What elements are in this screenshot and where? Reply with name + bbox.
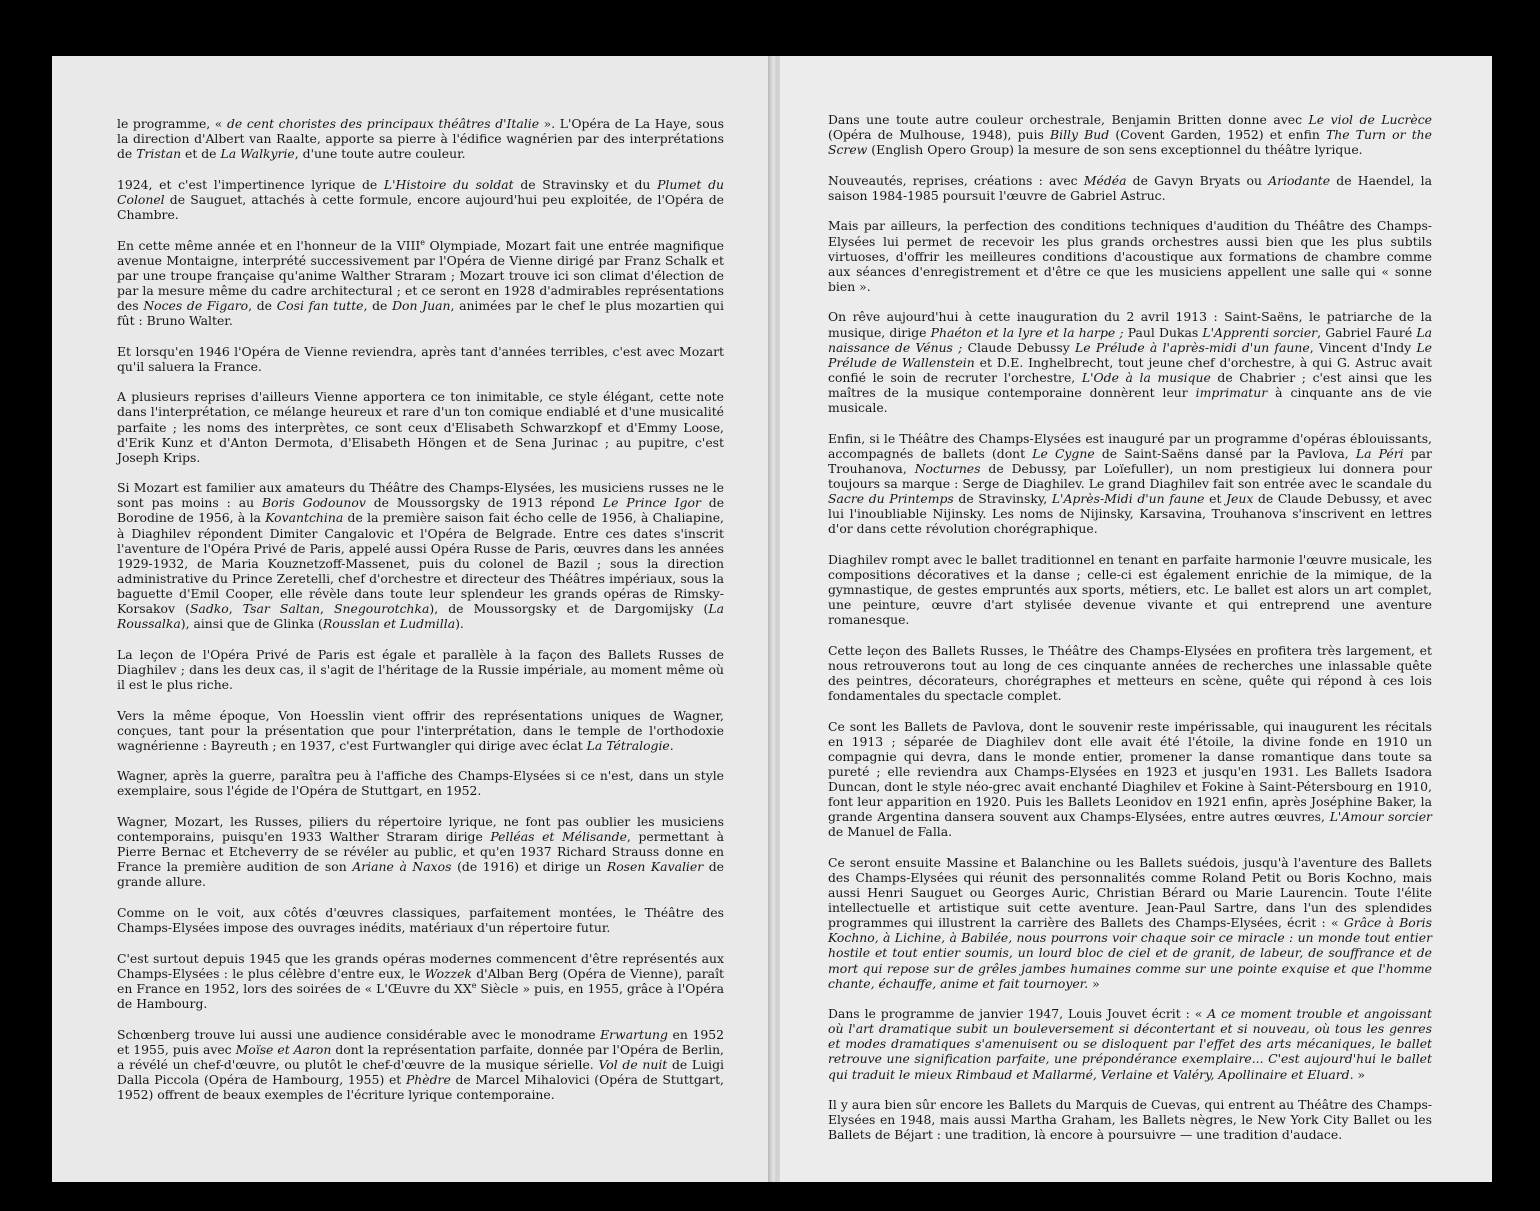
left-page-text	[117, 116, 724, 1117]
paragraph: On rêve aujourd'hui à cette inauguration du 2 avril 1913 : Saint-Saëns, le patriarche de la musique, dirige Phaéton et la lyre et la harpe ; Paul Dukas L'Apprenti sorcier, Gabriel Fauré La naissance de Vénus ; Claude Debussy Le Prélude à l'après-midi d'un faune, Vincent d'Indy Le Prélude de Wallenstein et D.E. Inghelbrecht, tout jeune chef d'orchestre, à qui G. Astruc avait confié le soin de recruter l'orchestre, L'Ode à la musique de Chabrier ; c'est ainsi que les maîtres de la musique contemporaine donnèrent leur imprimatur à cinquante ans de vie musicale.	[828, 309, 1432, 415]
paragraph: Mais par ailleurs, la perfection des conditions techniques d'audition du Théâtre des Champs-Elysées lui permet de recevoir les plus grands orchestres aussi bien que les plus subtils virtuoses, d'offrir les meilleures conditions d'acoustique aux formations de chambre comme aux séances d'enregistrement et d'être ce que les musiciens appellent une salle qui « sonne bien ».	[828, 218, 1432, 294]
paragraph: Si Mozart est familier aux amateurs du Théâtre des Champs-Elysées, les musiciens russes ne le sont pas moins : au Boris Godounov de Moussorgsky de 1913 répond Le Prince Igor de Borodine de 1956, à la Kovantchina de la première saison fait écho celle de 1956, à Chaliapine, à Diaghilev répondent Dimiter Cangalovic et l'Opéra de Belgrade. Entre ces dates s'inscrit l'aventure de l'Opéra Privé de Paris, appelé aussi Opéra Russe de Paris, œuvres dans les années 1929-1932, de Maria Kouznetzoff-Massenet, puis du colonel de Bazil ; sous la direction administrative du Prince Zeretelli, chef d'orchestre et directeur des Théâtres impériaux, sous la baguette d'Emil Cooper, elle révèle dans toute leur splendeur les grands opéras de Rimsky-Korsakov (Sadko, Tsar Saltan, Snegourotchka), de Moussorgsky et de Dargomijsky (La Roussalka), ainsi que de Glinka (Rousslan et Ludmilla).	[117, 480, 725, 632]
paragraph: A plusieurs reprises d'ailleurs Vienne apportera ce ton inimitable, ce style élégant, cette note dans l'interprétation, ce mélange heureux et rare d'un ton comique endiablé et d'une musicalité parfaite ; les noms des interprètes, ce sont ceux d'Elisabeth Schwarzkopf et d'Emmy Loose, d'Erik Kunz et d'Anton Dermota, d'Elisabeth Höngen et de Sena Jurinac ; au pupitre, c'est Joseph Krips.	[117, 389, 724, 465]
paragraph: Cette leçon des Ballets Russes, le Théâtre des Champs-Elysées en profitera très largement, et nous retrouverons tout au long de ces cinquante années de recherches une inlassable quête des peintres, décorateurs, chorégraphes et metteurs en scène, quête qui répond à ces lois fondamentales du spectacle complet.	[828, 642, 1432, 703]
paragraph: Et lorsqu'en 1946 l'Opéra de Vienne reviendra, après tant d'années terribles, c'est avec Mozart qu'il saluera la France.	[117, 343, 724, 374]
paragraph: Nouveautés, reprises, créations : avec Médéa de Gavyn Bryats ou Ariodante de Haendel, la saison 1984-1985 poursuit l'œuvre de Gabriel Astruc.	[828, 172, 1432, 203]
paragraph: Dans une toute autre couleur orchestrale, Benjamin Britten donne avec Le viol de Lucrèce (Opéra de Mulhouse, 1948), puis Billy Bud (Covent Garden, 1952) et enfin The Turn or the Screw (English Opero Group) la mesure de son sens exceptionnel du théâtre lyrique.	[828, 112, 1432, 158]
paragraph: Schœnberg trouve lui aussi une audience considérable avec le monodrame Erwartung en 1952 et 1955, puis avec Moïse et Aaron dont la représentation parfaite, donnée par l'Opéra de Berlin, a révélé un chef-d'œuvre, ou plutôt le chef-d'œuvre de la musique sérielle. Vol de nuit de Luigi Dalla Piccola (Opéra de Hambourg, 1955) et Phèdre de Marcel Mihalovici (Opéra de Stuttgart, 1952) offrent de beaux exemples de l'écriture lyrique contemporaine.	[117, 1026, 724, 1102]
left-page	[52, 56, 771, 1182]
right-page	[780, 56, 1492, 1182]
paragraph: C'est surtout depuis 1945 que les grands opéras modernes commencent d'être représentés aux Champs-Elysées : le plus célèbre d'entre eux, le Wozzek d'Alban Berg (Opéra de Vienne), paraît en France en 1952, lors des soirées de « L'Œuvre du XXe Siècle » puis, en 1955, grâce à l'Opéra de Hambourg.	[117, 950, 725, 1011]
paragraph: le programme, « de cent choristes des principaux théâtres d'Italie ». L'Opéra de La Haye, sous la direction d'Albert van Raalte, apporte sa pierre à l'édifice wagnérien par des interprétations de Tristan et de La Walkyrie, d'une toute autre couleur.	[117, 116, 724, 162]
paragraph: 1924, et c'est l'impertinence lyrique de L'Histoire du soldat de Stravinsky et du Plumet du Colonel de Sauguet, attachés à cette formule, encore aujourd'hui peu exploitée, de l'Opéra de Chambre.	[117, 176, 724, 222]
paragraph: Wagner, Mozart, les Russes, piliers du répertoire lyrique, ne font pas oublier les musiciens contemporains, puisqu'en 1933 Walther Straram dirige Pelléas et Mélisande, permettant à Pierre Bernac et Etcheverry de se révéler au public, et qu'en 1937 Richard Strauss donne en France la première audition de son Ariane à Naxos (de 1916) et dirige un Rosen Kavalier de grande allure.	[117, 813, 725, 890]
paragraph: Enfin, si le Théâtre des Champs-Elysées est inauguré par un programme d'opéras éblouissants, accompagnés de ballets (dont Le Cygne de Saint-Saëns dansé par la Pavlova, La Péri par Trouhanova, Nocturnes de Debussy, par Loïefuller), un nom prestigieux lui donnera pour toujours sa marque : Serge de Diaghilev. Le grand Diaghilev fait son entrée avec le scandale du Sacre du Printemps de Stravinsky, L'Après-Midi d'un faune et Jeux de Claude Debussy, et avec lui l'inoubliable Nijinsky. Les noms de Nijinsky, Karsavina, Trouhanova s'inscrivent en lettres d'or dans cette révolution chorégraphique.	[828, 430, 1432, 537]
paragraph: Ce seront ensuite Massine et Balanchine ou les Ballets suédois, jusqu'à l'aventure des Ballets des Champs-Elysées qui réunit des personnalités comme Roland Petit ou Boris Kochno, mais aussi Henri Sauguet ou Georges Auric, Christian Bérard ou Marie Laurencin. Toute l'élite intellectuelle et artistique suit cette aventure. Jean-Paul Sartre, dans l'un des splendides programmes qui illustrent la carrière des Ballets des Champs-Elysées, écrit : « Grâce à Boris Kochno, à Lichine, à Babilée, nous pourrons voir chaque soir ce miracle : un monde tout entier hostile et tout entier soumis, un lourd bloc de ciel et de granit, de labeur, de souffrance et de mort qui repose sur de grêles jambes humaines comme sur une pointe exquise et que l'homme chante, échauffe, anime et fait tournoyer. »	[828, 854, 1432, 991]
paragraph: Il y aura bien sûr encore les Ballets du Marquis de Cuevas, qui entrent au Théâtre des Champs-Elysées en 1948, mais aussi Martha Graham, les Ballets nègres, le New York City Ballet ou les Ballets de Béjart : une tradition, là encore à poursuivre — une tradition d'audace.	[828, 1097, 1432, 1143]
paragraph: Ce sont les Ballets de Pavlova, dont le souvenir reste impérissable, qui inaugurent les récitals en 1913 ; séparée de Diaghilev dont elle avait été l'étoile, la divine fonde en 1910 un compagnie qui devra, dans le monde entier, promener la danse romantique dans toute sa pureté ; elle reviendra aux Champs-Elysées en 1923 et jusqu'en 1931. Les Ballets Isadora Duncan, dont le style néo-grec avait enchanté Diaghilev et Fokine à Saint-Pétersbourg en 1910, font leur apparition en 1920. Puis les Ballets Leonidov en 1921 enfin, après Joséphine Baker, la grande Argentina dansera souvent aux Champs-Elysées, entre autres œuvres, L'Amour sorcier de Manuel de Falla.	[828, 718, 1432, 840]
paragraph: Comme on le voit, aux côtés d'œuvres classiques, parfaitement montées, le Théâtre des Champs-Elysées impose des ouvrages inédits, matériaux d'un répertoire futur.	[117, 904, 724, 936]
paragraph: Vers la même époque, Von Hoesslin vient offrir des représentations uniques de Wagner, conçues, tant pour la présentation que pour l'interprétation, dans le temple de l'orthodoxie wagnérienne : Bayreuth ; en 1937, c'est Furtwangler qui dirige avec éclat La Tétralogie.	[117, 707, 724, 753]
paragraph: Diaghilev rompt avec le ballet traditionnel en tenant en parfaite harmonie l'œuvre musicale, les compositions décoratives et la danse ; celle-ci est également enrichie de la mimique, de la gymnastique, de gestes empruntés aux sports, métiers, etc. Le ballet est alors un art complet, une peinture, œuvre d'art stylisée devenue vivante et qui entreprend une aventure romanesque.	[828, 551, 1432, 628]
right-page-text	[828, 112, 1432, 1158]
paragraph: Dans le programme de janvier 1947, Louis Jouvet écrit : « A ce moment trouble et angoissant où l'art dramatique subit un bouleversement si décontertant et si nouveau, où tous les genres et modes dramatiques s'amenuisent ou se disloquent par l'effet des arts mécaniques, le ballet retrouve une signification parfaite, une prépondérance exemplaire... C'est aujourd'hui le ballet qui traduit le mieux Rimbaud et Mallarmé, Verlaine et Valéry, Apollinaire et Eluard. »	[828, 1006, 1432, 1082]
paragraph: La leçon de l'Opéra Privé de Paris est égale et parallèle à la façon des Ballets Russes de Diaghilev ; dans les deux cas, il s'agit de l'héritage de la Russie impériale, au moment même où il est le plus riche.	[117, 646, 724, 692]
paragraph: En cette même année et en l'honneur de la VIIIe Olympiade, Mozart fait une entrée magnifique avenue Montaigne, interprété successivement par l'Opéra de Vienne dirigé par Franz Schalk et par une troupe française qu'anime Walther Straram ; Mozart trouve ici son climat d'élection de par la mesure même du cadre architectural ; et ce seront en 1928 d'admirables représentations des Noces de Figaro, de Cosi fan tutte, de Don Juan, animées par le chef le plus mozartien qui fût : Bruno Walter.	[117, 237, 725, 329]
paragraph: Wagner, après la guerre, paraîtra peu à l'affiche des Champs-Elysées si ce n'est, dans un style exemplaire, sous l'égide de l'Opéra de Stuttgart, en 1952.	[117, 768, 724, 799]
